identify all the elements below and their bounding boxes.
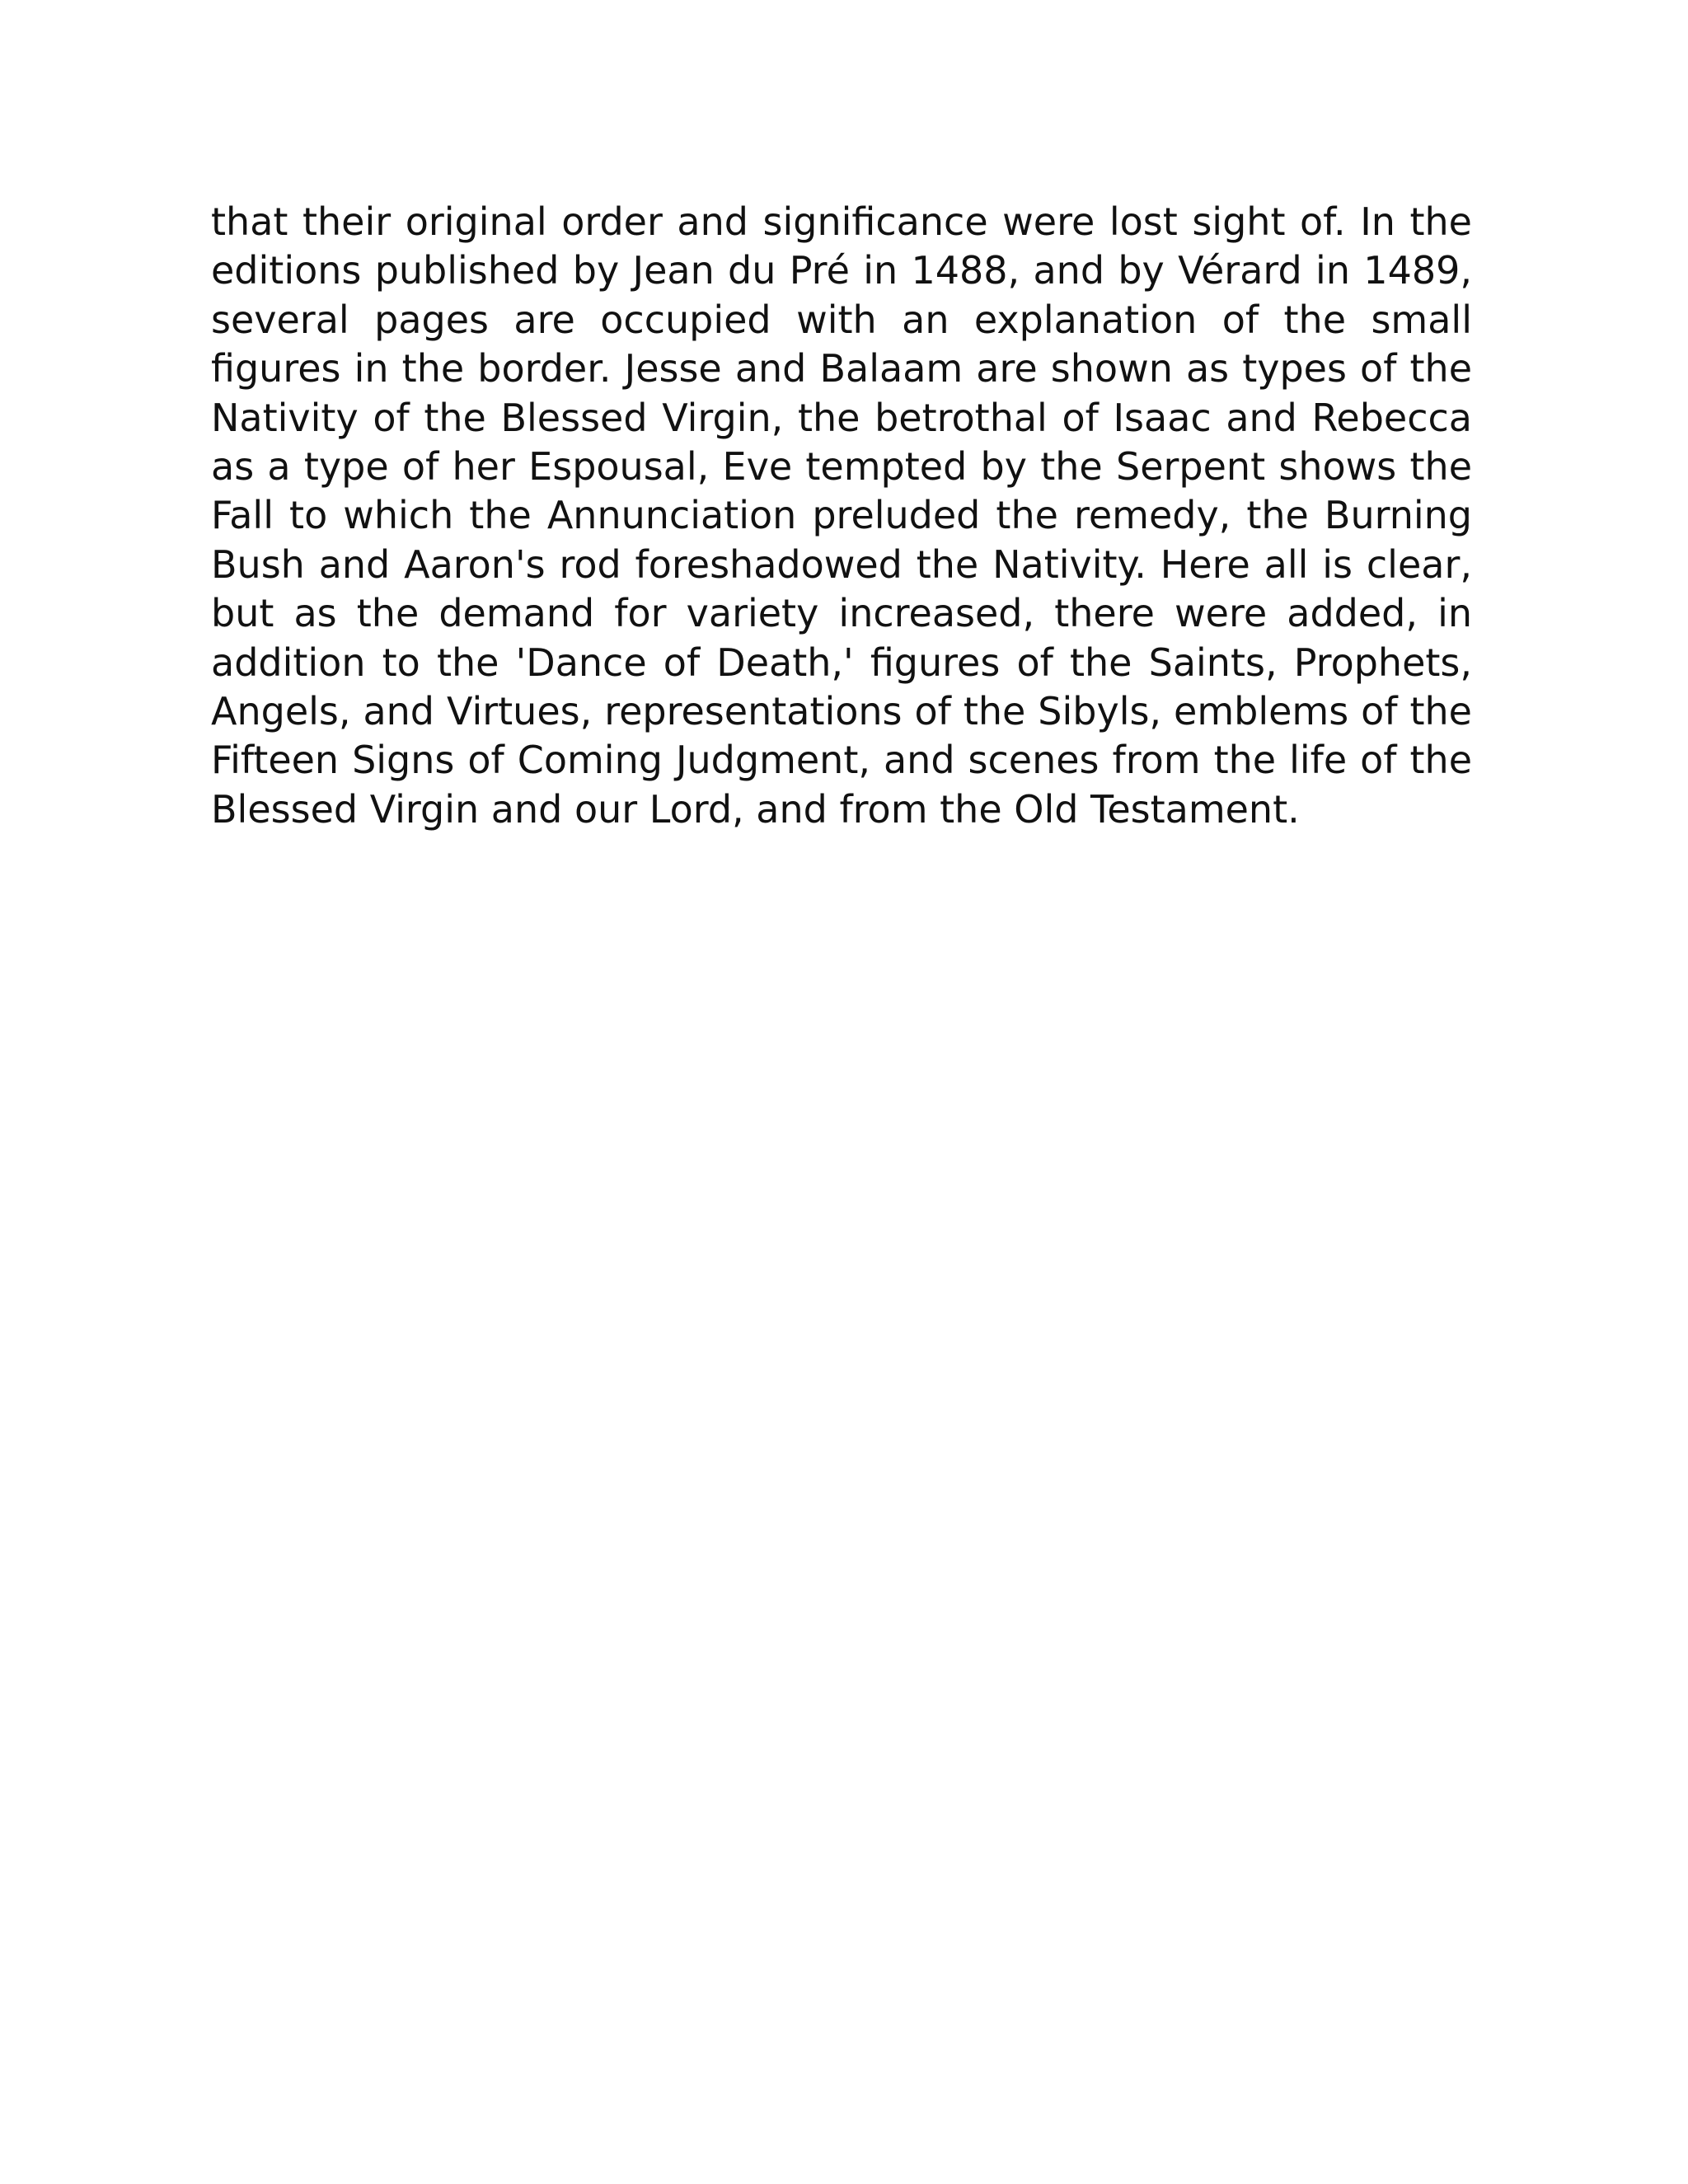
- body-paragraph: that their original order and significance were lost sight of. In the editions published by Jean du Pré in 1488, and by Vérard in 1489, several pages are occupied with an explanation of the small figures in the border. Jesse and Balaam are shown as types of the Nativity of the Blessed Virgin, the betrothal of Isaac and Rebecca as a type of her Espousal, Eve tempted by the Serpent shows the Fall to which the Annunciation preluded the remedy, the Burning Bush and Aaron's rod foreshadowed the Nativity. Here all is clear, but as the demand for variety increased, there were added, in addition to the 'Dance of Death,' figures of the Saints, Prophets, Angels, and Virtues, representations of the Sibyls, emblems of the Fifteen Signs of Coming Judgment, and scenes from the life of the Blessed Virgin and our Lord, and from the Old Testament.: [211, 199, 1472, 832]
